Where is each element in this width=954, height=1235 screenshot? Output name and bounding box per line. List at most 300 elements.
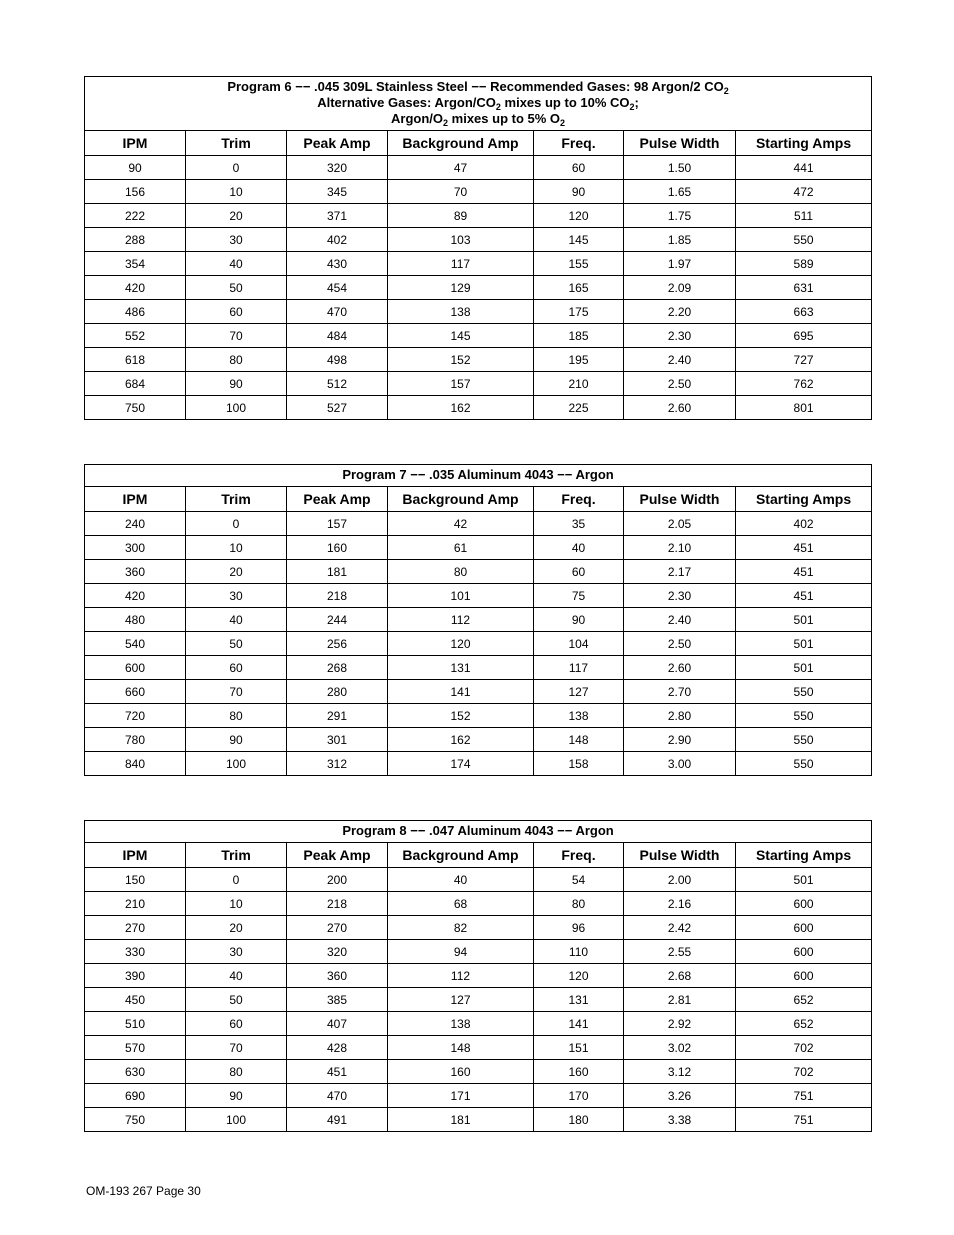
table-cell: 104: [534, 632, 624, 656]
table-cell: 127: [388, 988, 534, 1012]
table-cell: 600: [736, 916, 872, 940]
table-cell: 750: [85, 1108, 186, 1132]
table-cell: 35: [534, 512, 624, 536]
table-cell: 145: [534, 228, 624, 252]
table-cell: 2.00: [624, 868, 736, 892]
table-cell: 2.80: [624, 704, 736, 728]
table-cell: 501: [736, 656, 872, 680]
table-cell: 2.05: [624, 512, 736, 536]
table-cell: 141: [534, 1012, 624, 1036]
table-cell: 40: [388, 868, 534, 892]
table-cell: 2.09: [624, 276, 736, 300]
table-cell: 360: [85, 560, 186, 584]
table-cell: 451: [736, 536, 872, 560]
table-cell: 82: [388, 916, 534, 940]
table-cell: 156: [85, 180, 186, 204]
table-cell: 690: [85, 1084, 186, 1108]
column-header: Freq.: [534, 131, 624, 156]
column-header-row: [85, 843, 872, 868]
table-cell: 120: [534, 204, 624, 228]
table-cell: 385: [287, 988, 388, 1012]
table-cell: 450: [85, 988, 186, 1012]
table-cell: 589: [736, 252, 872, 276]
table-cell: 527: [287, 396, 388, 420]
table-row: [85, 964, 872, 988]
table-row: [85, 752, 872, 776]
table-cell: 2.92: [624, 1012, 736, 1036]
column-header-row: [85, 487, 872, 512]
table-cell: 90: [534, 180, 624, 204]
table-cell: 20: [186, 204, 287, 228]
table-cell: 170: [534, 1084, 624, 1108]
table-cell: 162: [388, 728, 534, 752]
table-cell: 2.90: [624, 728, 736, 752]
table-cell: 141: [388, 680, 534, 704]
table-cell: 112: [388, 964, 534, 988]
table-cell: 2.50: [624, 372, 736, 396]
table-cell: 60: [186, 300, 287, 324]
table-cell: 165: [534, 276, 624, 300]
table-cell: 80: [186, 1060, 287, 1084]
table-row: [85, 276, 872, 300]
table-cell: 2.30: [624, 584, 736, 608]
table-cell: 200: [287, 868, 388, 892]
table-cell: 2.55: [624, 940, 736, 964]
column-header: Starting Amps: [736, 487, 872, 512]
table-cell: 420: [85, 584, 186, 608]
table-cell: 90: [186, 1084, 287, 1108]
table-cell: 702: [736, 1036, 872, 1060]
table-row: [85, 608, 872, 632]
table-cell: 90: [186, 372, 287, 396]
table-row: [85, 1108, 872, 1132]
table-cell: 171: [388, 1084, 534, 1108]
table-title-row: [85, 77, 872, 131]
table-cell: 50: [186, 276, 287, 300]
table-cell: 312: [287, 752, 388, 776]
column-header: Pulse Width: [624, 131, 736, 156]
table-cell: 512: [287, 372, 388, 396]
table-cell: 110: [534, 940, 624, 964]
table-cell: 138: [534, 704, 624, 728]
table-cell: 3.12: [624, 1060, 736, 1084]
column-header: Starting Amps: [736, 843, 872, 868]
table-row: [85, 940, 872, 964]
table-cell: 68: [388, 892, 534, 916]
table-cell: 301: [287, 728, 388, 752]
table-cell: 2.68: [624, 964, 736, 988]
table-cell: 501: [736, 608, 872, 632]
table-cell: 288: [85, 228, 186, 252]
table-cell: 70: [186, 324, 287, 348]
table-row: [85, 512, 872, 536]
table-title: [85, 77, 872, 131]
table-cell: 50: [186, 632, 287, 656]
table-cell: 2.10: [624, 536, 736, 560]
column-header: Peak Amp: [287, 487, 388, 512]
table-cell: 157: [388, 372, 534, 396]
table-cell: 540: [85, 632, 186, 656]
table-cell: 550: [736, 228, 872, 252]
table-row: [85, 560, 872, 584]
table-cell: 702: [736, 1060, 872, 1084]
column-header: Freq.: [534, 843, 624, 868]
table-cell: 1.75: [624, 204, 736, 228]
table-cell: 222: [85, 204, 186, 228]
table-cell: 218: [287, 892, 388, 916]
table-cell: 61: [388, 536, 534, 560]
table-cell: 40: [534, 536, 624, 560]
page-footer: OM-193 267 Page 30: [86, 1184, 201, 1198]
table-cell: 181: [287, 560, 388, 584]
table-row: [85, 1012, 872, 1036]
table-cell: 138: [388, 1012, 534, 1036]
table-cell: 0: [186, 156, 287, 180]
table-cell: 663: [736, 300, 872, 324]
table-row: [85, 656, 872, 680]
table-cell: 451: [736, 560, 872, 584]
table-row: [85, 704, 872, 728]
table-cell: 157: [287, 512, 388, 536]
program-6-table: [84, 76, 872, 420]
table-cell: 345: [287, 180, 388, 204]
column-header: Background Amp: [388, 131, 534, 156]
table-cell: 160: [534, 1060, 624, 1084]
column-header: Peak Amp: [287, 131, 388, 156]
table-cell: 20: [186, 560, 287, 584]
table-title-line: Alternative Gases: Argon/$CO_2$ mixes up to 10% $CO_2$;: [317, 95, 639, 112]
column-header: Trim: [186, 843, 287, 868]
table-cell: 0: [186, 512, 287, 536]
table-cell: 570: [85, 1036, 186, 1060]
table-cell: 3.26: [624, 1084, 736, 1108]
table-cell: 600: [85, 656, 186, 680]
table-row: [85, 300, 872, 324]
table-cell: 240: [85, 512, 186, 536]
table-cell: 2.60: [624, 396, 736, 420]
table-cell: 484: [287, 324, 388, 348]
column-header: Starting Amps: [736, 131, 872, 156]
table-cell: 684: [85, 372, 186, 396]
table-cell: 158: [534, 752, 624, 776]
table-cell: 103: [388, 228, 534, 252]
table-cell: 652: [736, 1012, 872, 1036]
table-cell: 50: [186, 988, 287, 1012]
table-cell: 10: [186, 892, 287, 916]
table-cell: 2.40: [624, 348, 736, 372]
table-cell: 441: [736, 156, 872, 180]
table-cell: 40: [186, 608, 287, 632]
column-header: Freq.: [534, 487, 624, 512]
table-cell: 100: [186, 752, 287, 776]
table-row: [85, 324, 872, 348]
table-cell: 1.85: [624, 228, 736, 252]
table-cell: 225: [534, 396, 624, 420]
table-cell: 40: [186, 252, 287, 276]
table-cell: 174: [388, 752, 534, 776]
column-header: Pulse Width: [624, 487, 736, 512]
table-cell: 501: [736, 868, 872, 892]
column-header: IPM: [85, 131, 186, 156]
table-cell: 112: [388, 608, 534, 632]
table-cell: 2.17: [624, 560, 736, 584]
table-cell: 148: [534, 728, 624, 752]
table-cell: 60: [186, 1012, 287, 1036]
table-title-line: Argon/$O_2$ mixes up to 5% $O_2$: [391, 111, 566, 128]
column-header: IPM: [85, 843, 186, 868]
table-cell: 727: [736, 348, 872, 372]
table-cell: 550: [736, 728, 872, 752]
table-cell: 30: [186, 584, 287, 608]
table-cell: 2.70: [624, 680, 736, 704]
table-cell: 2.40: [624, 608, 736, 632]
column-header-row: [85, 131, 872, 156]
table-cell: 160: [388, 1060, 534, 1084]
table-cell: 1.97: [624, 252, 736, 276]
table-cell: 2.81: [624, 988, 736, 1012]
table-row: [85, 632, 872, 656]
table-cell: 320: [287, 156, 388, 180]
table-cell: 472: [736, 180, 872, 204]
column-header: Peak Amp: [287, 843, 388, 868]
table-row: [85, 180, 872, 204]
table-cell: 360: [287, 964, 388, 988]
table-cell: 550: [736, 680, 872, 704]
program-8-table: [84, 820, 872, 1132]
table-title-line: Program 8 −− .047 Aluminum 4043 −− Argon: [342, 823, 614, 838]
table-cell: 117: [534, 656, 624, 680]
table-cell: 354: [85, 252, 186, 276]
table-cell: 720: [85, 704, 186, 728]
table-cell: 70: [186, 680, 287, 704]
column-header: Background Amp: [388, 487, 534, 512]
column-header: Trim: [186, 487, 287, 512]
table-cell: 162: [388, 396, 534, 420]
column-header: Pulse Width: [624, 843, 736, 868]
table-title: [85, 465, 872, 487]
table-cell: 47: [388, 156, 534, 180]
table-cell: 138: [388, 300, 534, 324]
table-cell: 127: [534, 680, 624, 704]
table-cell: 0: [186, 868, 287, 892]
table-cell: 210: [534, 372, 624, 396]
table-cell: 75: [534, 584, 624, 608]
table-cell: 120: [534, 964, 624, 988]
table-cell: 80: [388, 560, 534, 584]
table-cell: 2.16: [624, 892, 736, 916]
table-cell: 90: [85, 156, 186, 180]
table-row: [85, 228, 872, 252]
table-cell: 160: [287, 536, 388, 560]
table-row: [85, 156, 872, 180]
table-cell: 801: [736, 396, 872, 420]
table-cell: 498: [287, 348, 388, 372]
table-cell: 152: [388, 704, 534, 728]
table-cell: 320: [287, 940, 388, 964]
table-cell: 600: [736, 964, 872, 988]
table-cell: 280: [287, 680, 388, 704]
table-cell: 10: [186, 180, 287, 204]
table-cell: 2.42: [624, 916, 736, 940]
table-cell: 491: [287, 1108, 388, 1132]
table-cell: 30: [186, 940, 287, 964]
table-cell: 54: [534, 868, 624, 892]
table-row: [85, 1060, 872, 1084]
table-cell: 550: [736, 704, 872, 728]
table-cell: 451: [287, 1060, 388, 1084]
table-cell: 30: [186, 228, 287, 252]
table-cell: 60: [534, 156, 624, 180]
column-header: IPM: [85, 487, 186, 512]
table-cell: 660: [85, 680, 186, 704]
table-cell: 20: [186, 916, 287, 940]
table-row: [85, 868, 872, 892]
table-cell: 390: [85, 964, 186, 988]
table-cell: 148: [388, 1036, 534, 1060]
table-cell: 840: [85, 752, 186, 776]
table-cell: 131: [534, 988, 624, 1012]
table-cell: 420: [85, 276, 186, 300]
table-cell: 695: [736, 324, 872, 348]
table-cell: 480: [85, 608, 186, 632]
table-cell: 2.20: [624, 300, 736, 324]
table-title-line: Program 6 −− .045 309L Stainless Steel −− Recommended Gases: 98 Argon/2 $CO_2$: [227, 79, 729, 96]
table-cell: 155: [534, 252, 624, 276]
table-title: [85, 821, 872, 843]
table-cell: 256: [287, 632, 388, 656]
table-cell: 210: [85, 892, 186, 916]
table-cell: 1.65: [624, 180, 736, 204]
table-cell: 100: [186, 1108, 287, 1132]
table-row: [85, 1036, 872, 1060]
table-cell: 270: [85, 916, 186, 940]
table-cell: 181: [388, 1108, 534, 1132]
table-cell: 131: [388, 656, 534, 680]
table-cell: 1.50: [624, 156, 736, 180]
table-cell: 430: [287, 252, 388, 276]
table-cell: 89: [388, 204, 534, 228]
table-cell: 175: [534, 300, 624, 324]
table-cell: 60: [534, 560, 624, 584]
table-row: [85, 988, 872, 1012]
table-cell: 129: [388, 276, 534, 300]
table-cell: 150: [85, 868, 186, 892]
table-title-row: [85, 821, 872, 843]
table-cell: 120: [388, 632, 534, 656]
table-row: [85, 252, 872, 276]
table-cell: 70: [186, 1036, 287, 1060]
table-cell: 80: [186, 704, 287, 728]
table-row: [85, 372, 872, 396]
table-cell: 751: [736, 1108, 872, 1132]
table-row: [85, 536, 872, 560]
table-title-row: [85, 465, 872, 487]
table-cell: 101: [388, 584, 534, 608]
table-cell: 750: [85, 396, 186, 420]
table-cell: 42: [388, 512, 534, 536]
table-cell: 330: [85, 940, 186, 964]
table-cell: 618: [85, 348, 186, 372]
table-cell: 510: [85, 1012, 186, 1036]
table-cell: 270: [287, 916, 388, 940]
table-cell: 244: [287, 608, 388, 632]
table-row: [85, 396, 872, 420]
table-cell: 371: [287, 204, 388, 228]
table-cell: 501: [736, 632, 872, 656]
table-cell: 2.30: [624, 324, 736, 348]
column-header: Trim: [186, 131, 287, 156]
table-cell: 751: [736, 1084, 872, 1108]
table-cell: 70: [388, 180, 534, 204]
table-row: [85, 916, 872, 940]
table-cell: 652: [736, 988, 872, 1012]
table-cell: 180: [534, 1108, 624, 1132]
table-cell: 600: [736, 892, 872, 916]
table-cell: 407: [287, 1012, 388, 1036]
table-cell: 486: [85, 300, 186, 324]
table-cell: 90: [534, 608, 624, 632]
table-cell: 60: [186, 656, 287, 680]
table-cell: 90: [186, 728, 287, 752]
table-cell: 762: [736, 372, 872, 396]
table-cell: 268: [287, 656, 388, 680]
table-cell: 550: [736, 752, 872, 776]
table-cell: 631: [736, 276, 872, 300]
column-header: Background Amp: [388, 843, 534, 868]
table-cell: 3.00: [624, 752, 736, 776]
table-row: [85, 728, 872, 752]
table-row: [85, 204, 872, 228]
table-cell: 80: [534, 892, 624, 916]
table-row: [85, 1084, 872, 1108]
table-row: [85, 348, 872, 372]
table-cell: 3.02: [624, 1036, 736, 1060]
table-cell: 96: [534, 916, 624, 940]
table-cell: 10: [186, 536, 287, 560]
table-cell: 630: [85, 1060, 186, 1084]
table-cell: 218: [287, 584, 388, 608]
table-cell: 780: [85, 728, 186, 752]
table-cell: 300: [85, 536, 186, 560]
table-cell: 100: [186, 396, 287, 420]
table-cell: 80: [186, 348, 287, 372]
table-cell: 600: [736, 940, 872, 964]
table-cell: 40: [186, 964, 287, 988]
table-cell: 94: [388, 940, 534, 964]
table-cell: 291: [287, 704, 388, 728]
table-cell: 152: [388, 348, 534, 372]
table-row: [85, 584, 872, 608]
table-cell: 470: [287, 1084, 388, 1108]
table-cell: 402: [287, 228, 388, 252]
table-cell: 151: [534, 1036, 624, 1060]
table-title-line: Program 7 −− .035 Aluminum 4043 −− Argon: [342, 467, 614, 482]
program-7-table: [84, 464, 872, 776]
table-cell: 470: [287, 300, 388, 324]
table-cell: 185: [534, 324, 624, 348]
table-cell: 145: [388, 324, 534, 348]
table-row: [85, 680, 872, 704]
table-cell: 195: [534, 348, 624, 372]
table-cell: 451: [736, 584, 872, 608]
table-cell: 552: [85, 324, 186, 348]
table-cell: 511: [736, 204, 872, 228]
table-cell: 2.50: [624, 632, 736, 656]
table-row: [85, 892, 872, 916]
table-cell: 402: [736, 512, 872, 536]
table-cell: 428: [287, 1036, 388, 1060]
table-cell: 3.38: [624, 1108, 736, 1132]
